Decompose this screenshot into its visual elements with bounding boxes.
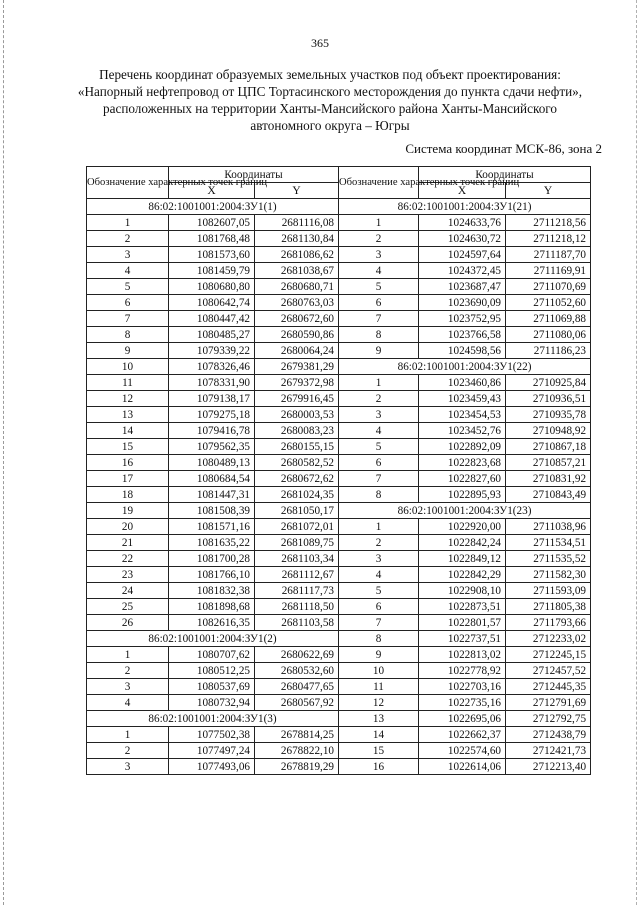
coord-y-left: 2681103,58	[255, 615, 339, 631]
coord-x-right: 1023690,09	[419, 295, 506, 311]
coord-y-left: 2681116,08	[255, 215, 339, 231]
parcel-section-title-right: 86:02:1001001:2004:ЗУ1(22)	[339, 359, 591, 375]
coord-y-left: 2680680,71	[255, 279, 339, 295]
point-number-left: 4	[87, 695, 169, 711]
parcel-section-title-left: 86:02:1001001:2004:ЗУ1(3)	[87, 711, 339, 727]
table-row	[87, 231, 591, 247]
coord-x-left: 1080447,42	[169, 311, 255, 327]
point-number-left: 13	[87, 407, 169, 423]
coord-y-right: 2711218,12	[506, 231, 591, 247]
coord-x-left: 1081571,16	[169, 519, 255, 535]
table-row	[87, 519, 591, 535]
coord-x-right: 1024597,64	[419, 247, 506, 263]
coord-x-left: 1081898,68	[169, 599, 255, 615]
point-number-right: 4	[339, 423, 419, 439]
coord-x-left: 1082607,05	[169, 215, 255, 231]
point-number-right: 9	[339, 647, 419, 663]
table-row	[87, 423, 591, 439]
coord-x-left: 1079339,22	[169, 343, 255, 359]
coord-y-left: 2680672,62	[255, 471, 339, 487]
point-number-right: 13	[339, 711, 419, 727]
table-row	[87, 743, 591, 759]
point-number-right: 9	[339, 343, 419, 359]
coord-x-right: 1022735,16	[419, 695, 506, 711]
point-number-right: 2	[339, 231, 419, 247]
coord-x-left: 1080732,94	[169, 695, 255, 711]
parcel-section-title-right: 86:02:1001001:2004:ЗУ1(21)	[339, 199, 591, 215]
point-number-left: 20	[87, 519, 169, 535]
point-number-right: 3	[339, 247, 419, 263]
point-number-left: 11	[87, 375, 169, 391]
coord-y-right: 2711186,23	[506, 343, 591, 359]
title-line: автономного округа – Югры	[250, 118, 410, 133]
coord-y-right: 2711593,09	[506, 583, 591, 599]
coord-y-right: 2711534,51	[506, 535, 591, 551]
table-row	[87, 727, 591, 743]
header-y-left: Y	[255, 183, 339, 199]
point-number-left: 18	[87, 487, 169, 503]
table-row	[87, 535, 591, 551]
coord-y-right: 2712233,02	[506, 631, 591, 647]
coord-y-right: 2711069,88	[506, 311, 591, 327]
table-row	[87, 407, 591, 423]
coord-x-right: 1022703,16	[419, 679, 506, 695]
coord-x-left: 1080537,69	[169, 679, 255, 695]
coord-y-right: 2710935,78	[506, 407, 591, 423]
coord-y-right: 2712792,75	[506, 711, 591, 727]
coord-x-left: 1081832,38	[169, 583, 255, 599]
table-row	[87, 615, 591, 631]
table-row	[87, 471, 591, 487]
coord-y-left: 2680003,53	[255, 407, 339, 423]
coord-x-left: 1081573,60	[169, 247, 255, 263]
coord-x-left: 1080485,27	[169, 327, 255, 343]
point-number-left: 22	[87, 551, 169, 567]
coord-y-right: 2711070,69	[506, 279, 591, 295]
coord-y-left: 2680083,23	[255, 423, 339, 439]
coord-y-left: 2680532,60	[255, 663, 339, 679]
coord-y-right: 2710936,51	[506, 391, 591, 407]
coord-x-left: 1080642,74	[169, 295, 255, 311]
coord-y-right: 2712791,69	[506, 695, 591, 711]
table-row	[87, 759, 591, 775]
point-number-left: 12	[87, 391, 169, 407]
coord-y-left: 2679916,45	[255, 391, 339, 407]
coord-x-left: 1079275,18	[169, 407, 255, 423]
coord-x-left: 1081447,31	[169, 487, 255, 503]
coord-y-left: 2680672,60	[255, 311, 339, 327]
point-number-right: 2	[339, 535, 419, 551]
coord-x-right: 1022895,93	[419, 487, 506, 503]
point-number-left: 19	[87, 503, 169, 519]
point-number-right: 7	[339, 311, 419, 327]
table-row	[87, 311, 591, 327]
header-coordinates-left: Координаты	[169, 167, 339, 183]
scan-edge-right	[636, 0, 637, 905]
coord-x-right: 1023766,58	[419, 327, 506, 343]
title-line: расположенных на территории Ханты-Мансийского района Ханты-Мансийского	[103, 101, 557, 116]
header-point-label-right: Обозначение характерных точек границ	[339, 167, 419, 199]
coord-y-right: 2710948,92	[506, 423, 591, 439]
coord-y-left: 2681038,67	[255, 263, 339, 279]
point-number-right: 1	[339, 375, 419, 391]
point-number-left: 25	[87, 599, 169, 615]
point-number-right: 7	[339, 471, 419, 487]
point-number-right: 5	[339, 279, 419, 295]
table-body	[87, 199, 591, 775]
table-row	[87, 487, 591, 503]
coord-x-right: 1022842,24	[419, 535, 506, 551]
coord-x-left: 1077502,38	[169, 727, 255, 743]
coord-y-right: 2711535,52	[506, 551, 591, 567]
coord-y-left: 2678814,25	[255, 727, 339, 743]
table-row	[87, 455, 591, 471]
header-coordinates-right: Координаты	[419, 167, 591, 183]
coord-y-left: 2680477,65	[255, 679, 339, 695]
table-row	[87, 567, 591, 583]
point-number-left: 8	[87, 327, 169, 343]
point-number-right: 3	[339, 407, 419, 423]
coord-x-right: 1024372,45	[419, 263, 506, 279]
point-number-right: 3	[339, 551, 419, 567]
coord-x-left: 1079138,17	[169, 391, 255, 407]
point-number-right: 4	[339, 567, 419, 583]
coord-y-right: 2712421,73	[506, 743, 591, 759]
coord-y-right: 2711793,66	[506, 615, 591, 631]
point-number-left: 14	[87, 423, 169, 439]
coord-y-left: 2680155,15	[255, 439, 339, 455]
point-number-left: 1	[87, 647, 169, 663]
point-number-right: 8	[339, 631, 419, 647]
point-number-left: 3	[87, 247, 169, 263]
table-row	[87, 695, 591, 711]
coord-x-left: 1077493,06	[169, 759, 255, 775]
table-row	[87, 327, 591, 343]
point-number-right: 4	[339, 263, 419, 279]
coord-y-left: 2681086,62	[255, 247, 339, 263]
coord-x-right: 1022574,60	[419, 743, 506, 759]
coord-y-left: 2681117,73	[255, 583, 339, 599]
coord-x-left: 1080512,25	[169, 663, 255, 679]
point-number-left: 21	[87, 535, 169, 551]
point-number-right: 7	[339, 615, 419, 631]
table-row	[87, 343, 591, 359]
coord-x-left: 1079416,78	[169, 423, 255, 439]
coord-x-left: 1077497,24	[169, 743, 255, 759]
coord-y-right: 2710857,21	[506, 455, 591, 471]
point-number-left: 23	[87, 567, 169, 583]
coord-x-left: 1081508,39	[169, 503, 255, 519]
parcel-section-title-left: 86:02:1001001:2004:ЗУ1(2)	[87, 631, 339, 647]
coord-x-right: 1022614,06	[419, 759, 506, 775]
coord-x-right: 1022801,57	[419, 615, 506, 631]
table-row	[87, 215, 591, 231]
table-row	[87, 711, 591, 727]
point-number-right: 2	[339, 391, 419, 407]
table-row	[87, 247, 591, 263]
coord-y-right: 2712457,52	[506, 663, 591, 679]
point-number-left: 3	[87, 679, 169, 695]
coord-y-right: 2711187,70	[506, 247, 591, 263]
header-x-left: X	[169, 183, 255, 199]
coord-x-right: 1024598,56	[419, 343, 506, 359]
coord-y-left: 2681050,17	[255, 503, 339, 519]
title-line: Перечень координат образуемых земельных участков под объект проектирования:	[99, 67, 561, 82]
point-number-left: 2	[87, 743, 169, 759]
coord-x-right: 1022778,92	[419, 663, 506, 679]
coord-x-right: 1022827,60	[419, 471, 506, 487]
coord-x-right: 1022908,10	[419, 583, 506, 599]
table-row	[87, 551, 591, 567]
point-number-right: 5	[339, 583, 419, 599]
coord-y-left: 2680582,52	[255, 455, 339, 471]
table-row	[87, 631, 591, 647]
table-row	[87, 359, 591, 375]
point-number-left: 4	[87, 263, 169, 279]
table-row	[87, 599, 591, 615]
point-number-right: 11	[339, 679, 419, 695]
coord-x-right: 1023752,95	[419, 311, 506, 327]
point-number-right: 14	[339, 727, 419, 743]
point-number-right: 15	[339, 743, 419, 759]
point-number-right: 8	[339, 487, 419, 503]
coord-y-right: 2710831,92	[506, 471, 591, 487]
coord-y-right: 2710843,49	[506, 487, 591, 503]
point-number-left: 2	[87, 663, 169, 679]
parcel-section-title-left: 86:02:1001001:2004:ЗУ1(1)	[87, 199, 339, 215]
coord-x-left: 1081635,22	[169, 535, 255, 551]
coord-x-right: 1022849,12	[419, 551, 506, 567]
coord-y-right: 2710867,18	[506, 439, 591, 455]
coord-x-left: 1080489,13	[169, 455, 255, 471]
point-number-left: 5	[87, 279, 169, 295]
coord-x-left: 1080680,80	[169, 279, 255, 295]
coord-y-left: 2679381,29	[255, 359, 339, 375]
coord-x-left: 1080684,54	[169, 471, 255, 487]
point-number-left: 17	[87, 471, 169, 487]
coord-y-right: 2712245,15	[506, 647, 591, 663]
coord-y-left: 2678822,10	[255, 743, 339, 759]
coord-y-right: 2712213,40	[506, 759, 591, 775]
coord-y-left: 2678819,29	[255, 759, 339, 775]
point-number-left: 16	[87, 455, 169, 471]
point-number-left: 1	[87, 215, 169, 231]
coord-x-right: 1023459,43	[419, 391, 506, 407]
coord-x-right: 1022813,02	[419, 647, 506, 663]
table-row	[87, 391, 591, 407]
point-number-left: 2	[87, 231, 169, 247]
coord-x-left: 1080707,62	[169, 647, 255, 663]
coord-y-left: 2680567,92	[255, 695, 339, 711]
coord-y-right: 2711052,60	[506, 295, 591, 311]
coord-x-left: 1078326,46	[169, 359, 255, 375]
coord-x-right: 1022737,51	[419, 631, 506, 647]
coord-x-right: 1022823,68	[419, 455, 506, 471]
point-number-left: 10	[87, 359, 169, 375]
point-number-left: 6	[87, 295, 169, 311]
header-x-right: X	[419, 183, 506, 199]
parcel-section-title-right: 86:02:1001001:2004:ЗУ1(23)	[339, 503, 591, 519]
coord-y-right: 2711080,06	[506, 327, 591, 343]
coord-y-right: 2712438,79	[506, 727, 591, 743]
coord-x-right: 1022662,37	[419, 727, 506, 743]
point-number-left: 15	[87, 439, 169, 455]
coord-y-right: 2711805,38	[506, 599, 591, 615]
point-number-left: 26	[87, 615, 169, 631]
coord-x-left: 1082616,35	[169, 615, 255, 631]
point-number-right: 6	[339, 295, 419, 311]
coord-y-left: 2681112,67	[255, 567, 339, 583]
point-number-right: 16	[339, 759, 419, 775]
coordinate-system-label: Система координат МСК-86, зона 2	[405, 141, 602, 156]
coord-x-right: 1022842,29	[419, 567, 506, 583]
coord-x-left: 1078331,90	[169, 375, 255, 391]
coord-x-right: 1022873,51	[419, 599, 506, 615]
point-number-right: 6	[339, 599, 419, 615]
point-number-right: 5	[339, 439, 419, 455]
page-number: 365	[311, 36, 329, 50]
point-number-left: 7	[87, 311, 169, 327]
coord-x-left: 1081766,10	[169, 567, 255, 583]
point-number-left: 9	[87, 343, 169, 359]
coord-y-left: 2681130,84	[255, 231, 339, 247]
table-row	[87, 679, 591, 695]
coord-x-right: 1023687,47	[419, 279, 506, 295]
scan-edge-left	[3, 0, 4, 905]
coord-x-left: 1081700,28	[169, 551, 255, 567]
coord-y-right: 2712445,35	[506, 679, 591, 695]
coord-y-right: 2711582,30	[506, 567, 591, 583]
coord-y-right: 2710925,84	[506, 375, 591, 391]
coord-y-left: 2679372,98	[255, 375, 339, 391]
coord-y-left: 2681089,75	[255, 535, 339, 551]
coord-y-left: 2681024,35	[255, 487, 339, 503]
coord-x-right: 1022695,06	[419, 711, 506, 727]
point-number-right: 6	[339, 455, 419, 471]
table-row	[87, 295, 591, 311]
point-number-left: 1	[87, 727, 169, 743]
document-title	[60, 66, 600, 134]
coord-x-right: 1022920,00	[419, 519, 506, 535]
point-number-left: 24	[87, 583, 169, 599]
table-row	[87, 503, 591, 519]
coord-x-right: 1024633,76	[419, 215, 506, 231]
coord-x-right: 1023454,53	[419, 407, 506, 423]
table-row	[87, 583, 591, 599]
point-number-right: 10	[339, 663, 419, 679]
point-number-right: 1	[339, 519, 419, 535]
coord-y-left: 2680590,86	[255, 327, 339, 343]
point-number-right: 1	[339, 215, 419, 231]
point-number-right: 12	[339, 695, 419, 711]
coord-y-right: 2711169,91	[506, 263, 591, 279]
coord-y-left: 2680763,03	[255, 295, 339, 311]
table-row	[87, 263, 591, 279]
table-row	[87, 647, 591, 663]
coord-y-left: 2681103,34	[255, 551, 339, 567]
coord-y-left: 2681118,50	[255, 599, 339, 615]
coord-x-right: 1023460,86	[419, 375, 506, 391]
coord-x-right: 1023452,76	[419, 423, 506, 439]
table-row	[87, 279, 591, 295]
coord-x-right: 1024630,72	[419, 231, 506, 247]
title-line: «Напорный нефтепровод от ЦПС Тортасинского месторождения до пункта сдачи нефти»,	[77, 84, 583, 99]
point-number-right: 8	[339, 327, 419, 343]
coord-y-left: 2680622,69	[255, 647, 339, 663]
table-row	[87, 199, 591, 215]
coord-y-left: 2680064,24	[255, 343, 339, 359]
table-row	[87, 439, 591, 455]
coord-y-left: 2681072,01	[255, 519, 339, 535]
point-number-left: 3	[87, 759, 169, 775]
coord-y-right: 2711038,96	[506, 519, 591, 535]
coord-x-left: 1079562,35	[169, 439, 255, 455]
coord-x-left: 1081768,48	[169, 231, 255, 247]
header-y-right: Y	[506, 183, 591, 199]
coord-x-left: 1081459,79	[169, 263, 255, 279]
coordinates-table	[86, 166, 591, 775]
header-point-label-left: Обозначение характерных точек границ	[87, 167, 169, 199]
table-row	[87, 375, 591, 391]
coord-x-right: 1022892,09	[419, 439, 506, 455]
coord-y-right: 2711218,56	[506, 215, 591, 231]
table-row	[87, 663, 591, 679]
